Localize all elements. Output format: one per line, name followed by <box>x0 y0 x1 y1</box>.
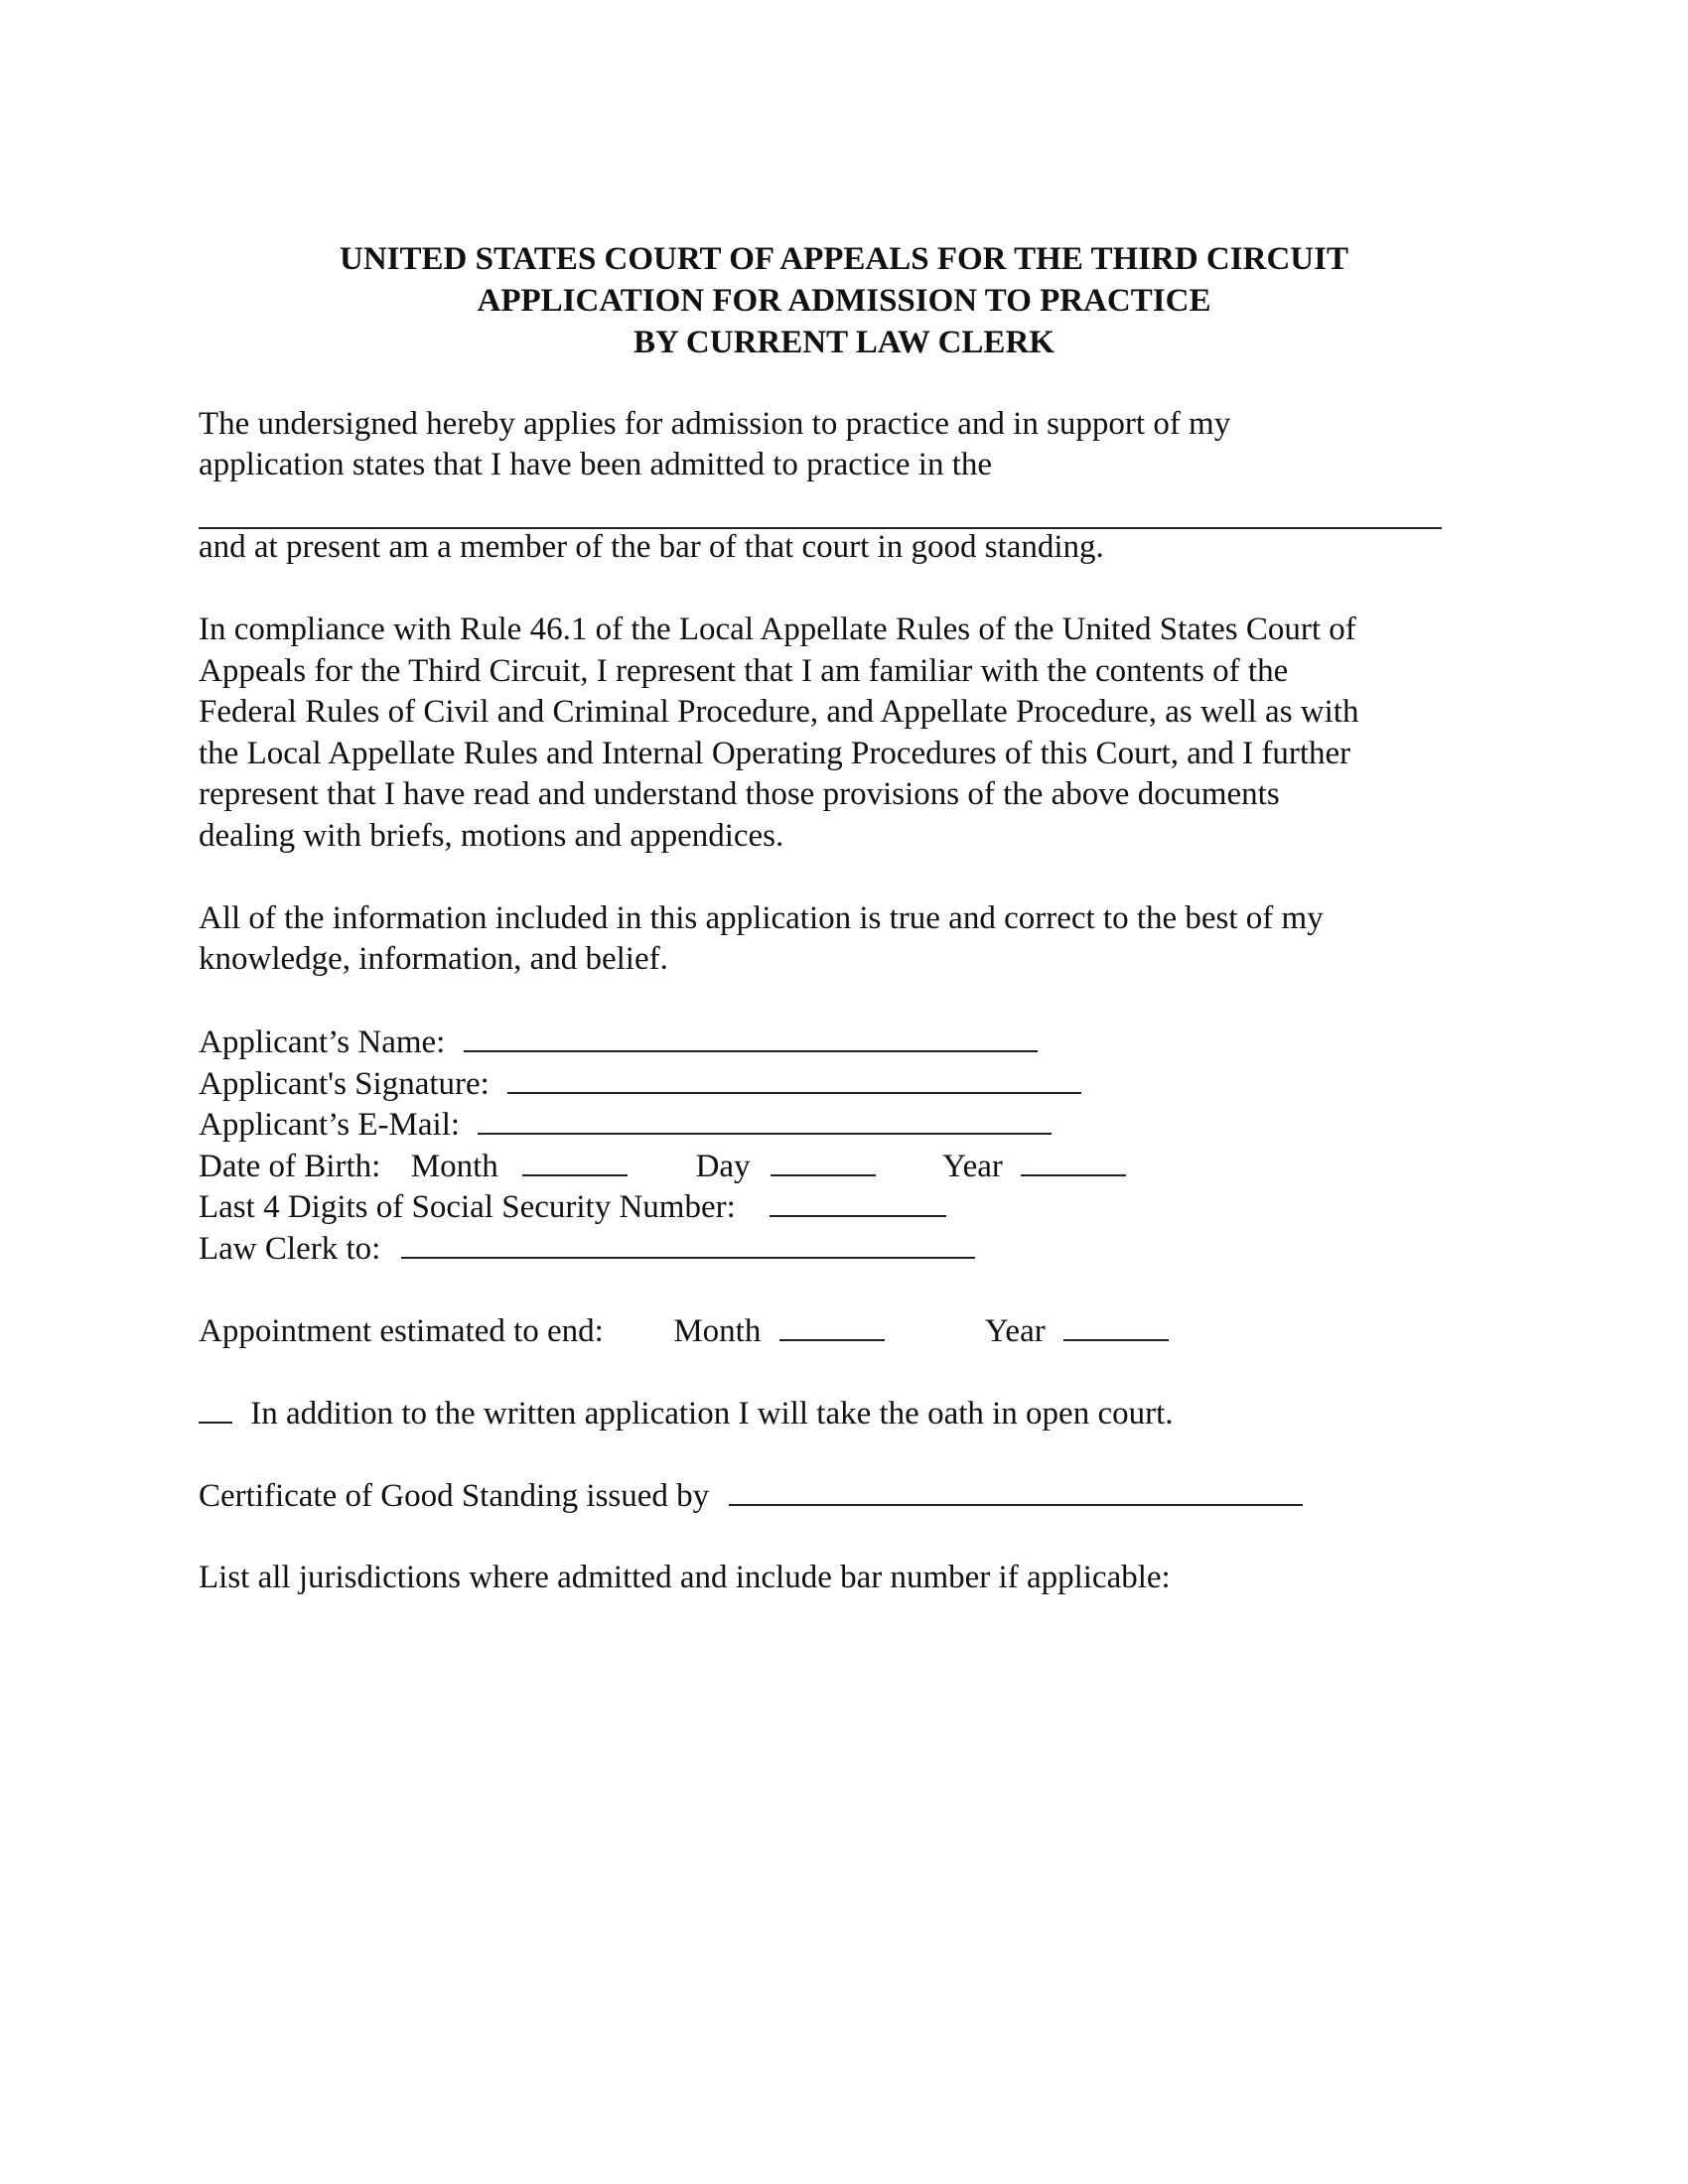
applicant-signature-field[interactable] <box>507 1062 1081 1094</box>
intro-line-3: and at present am a member of the bar of that court in good standing. <box>199 529 1104 565</box>
compliance-line-2: Appeals for the Third Circuit, I represent that I am familiar with the contents of the <box>199 653 1289 689</box>
dob-day-label: Day <box>695 1149 751 1184</box>
compliance-line-3: Federal Rules of Civil and Criminal Procedure, and Appellate Procedure, as well as with <box>199 694 1359 730</box>
ssn-label: Last 4 Digits of Social Security Number: <box>199 1189 736 1225</box>
heading-form-subtitle: BY CURRENT LAW CLERK <box>633 325 1055 360</box>
form-heading <box>0 238 1688 363</box>
appointment-month-field[interactable] <box>779 1309 885 1341</box>
oath-row <box>199 1392 1174 1434</box>
heading-court-title: UNITED STATES COURT OF APPEALS FOR THE THIRD CIRCUIT <box>340 241 1348 277</box>
appointment-year-label: Year <box>984 1313 1046 1349</box>
dob-month-label: Month <box>410 1149 498 1184</box>
oath-checkbox-blank[interactable] <box>199 1392 232 1424</box>
dob-year-label: Year <box>942 1149 1003 1184</box>
intro-line-2: application states that I have been admitted to practice in the <box>199 447 993 482</box>
compliance-line-1: In compliance with Rule 46.1 of the Local Appellate Rules of the United States Court of <box>199 612 1356 647</box>
certificate-issuer-field[interactable] <box>729 1474 1303 1506</box>
applicant-email-field[interactable] <box>478 1103 1052 1135</box>
compliance-line-4: the Local Appellate Rules and Internal Operating Procedures of this Court, and I further <box>199 736 1351 771</box>
applicant-email-row <box>199 1103 1052 1146</box>
appointment-month-label: Month <box>673 1313 762 1349</box>
heading-form-title: APPLICATION FOR ADMISSION TO PRACTICE <box>477 283 1211 319</box>
ssn-row <box>199 1185 946 1228</box>
appointment-label: Appointment estimated to end: <box>199 1313 604 1349</box>
ssn-field[interactable] <box>770 1185 946 1217</box>
truth-line-1: All of the information included in this application is true and correct to the best of my <box>199 900 1324 936</box>
jurisdictions-label: List all jurisdictions where admitted and include bar number if applicable: <box>199 1560 1171 1595</box>
dob-label: Date of Birth: <box>199 1149 381 1184</box>
appointment-row <box>199 1309 1169 1352</box>
dob-month-field[interactable] <box>522 1145 628 1176</box>
oath-text: In addition to the written application I will take the oath in open court. <box>250 1396 1174 1432</box>
intro-line-1: The undersigned hereby applies for admission to practice and in support of my <box>199 406 1231 442</box>
law-clerk-field[interactable] <box>401 1227 975 1259</box>
applicant-email-label: Applicant’s E-Mail: <box>199 1107 461 1143</box>
applicant-signature-row <box>199 1062 1081 1105</box>
law-clerk-row <box>199 1227 975 1270</box>
compliance-line-5: represent that I have read and understand those provisions of the above documents <box>199 776 1280 812</box>
appointment-year-field[interactable] <box>1063 1309 1169 1341</box>
date-of-birth-row <box>199 1145 1126 1187</box>
law-clerk-label: Law Clerk to: <box>199 1231 381 1267</box>
dob-year-field[interactable] <box>1021 1145 1126 1176</box>
truth-line-2: knowledge, information, and belief. <box>199 941 668 977</box>
applicant-name-field[interactable] <box>464 1021 1038 1052</box>
dob-day-field[interactable] <box>771 1145 876 1176</box>
certificate-label: Certificate of Good Standing issued by <box>199 1478 710 1514</box>
applicant-name-label: Applicant’s Name: <box>199 1024 446 1060</box>
applicant-signature-label: Applicant's Signature: <box>199 1066 490 1102</box>
applicant-name-row <box>199 1021 1038 1063</box>
compliance-line-6: dealing with briefs, motions and appendices. <box>199 818 784 854</box>
certificate-row <box>199 1474 1303 1517</box>
